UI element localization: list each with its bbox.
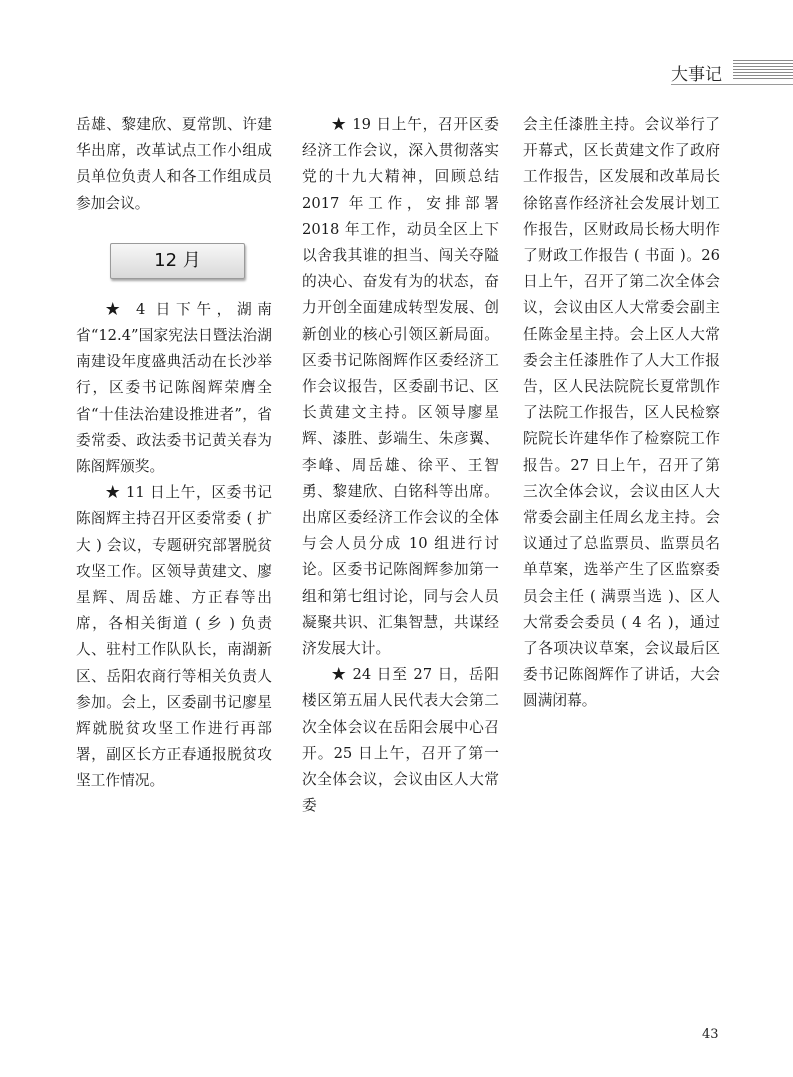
- header-divider: [671, 84, 793, 85]
- text-column-1: [76, 112, 272, 795]
- month-heading-box: [110, 243, 245, 279]
- event-paragraph-dec-24: ★ 24 日至 27 日，岳阳楼区第五届人民代表大会第二次全体会议在岳阳会展中心召开。25 日上午，召开了第一次全体会议，会议由区人大常委: [302, 666, 499, 815]
- event-paragraph-dec-11: ★ 11 日上午，区委书记陈阁辉主持召开区委常委 ( 扩大 ) 会议，专题研究部署脱贫攻坚工作。区领导黄建文、廖星辉、周岳雄、方正春等出席，各相关街道 ( 乡 ) 负责人、驻村工作队队长，南湖新区、岳阳农商行等相关负责人参加。会上，区委副书记廖星辉就脱贫攻坚工作进行再部署，副区长方正春通报脱贫攻坚工作情况。: [76, 484, 272, 790]
- text-column-3: [523, 112, 720, 715]
- event-paragraph-dec-19: ★ 19 日上午，召开区委经济工作会议，深入贯彻落实党的十九大精神，回顾总结 2017 年工作，安排部署 2018 年工作，动员全区上下以舍我其谁的担当、闯关夺隘的决心、奋发有为的状态，奋力开创全面建成转型发展、创新创业的核心引领区新局面。区委书记陈阁辉作区委经济工作会议报告，区委副书记、区长黄建文主持。区领导廖星辉、漆胜、彭端生、朱彦翼、李峰、周岳雄、徐平、王智勇、黎建欣、白铭科等出席。出席区委经济工作会议的全体与会人员分成 10 组进行讨论。区委书记陈阁辉参加第一组和第七组讨论，同与会人员凝聚共识、汇集智慧，共谋经济发展大计。: [302, 116, 499, 658]
- page-number: 43: [702, 1027, 719, 1042]
- header-stripe-decoration: [733, 60, 793, 80]
- text-column-2: [302, 112, 499, 819]
- month-heading-label: 12 月: [154, 249, 201, 271]
- event-paragraph-dec-4: ★ 4 日下午，湖南省“12.4”国家宪法日暨法治湖南建设年度盛典活动在长沙举行，区委书记陈阁辉荣膺全省“十佳法治建设推进者”，省委常委、政法委书记黄关春为陈阁辉颁奖。: [76, 300, 272, 476]
- event-paragraph-dec-24-continued: 会主任漆胜主持。会议举行了开幕式，区长黄建文作了政府工作报告，区发展和改革局长徐铭喜作经济社会发展计划工作报告，区财政局长杨大明作了财政工作报告 ( 书面 )。26 日上午，召开了第二次全体会议，会议由区人大常委会副主任陈金星主持。会上区人大常委会主任漆胜作了人大工作报告，区人民法院院长夏常凯作了法院工作报告，区人民检察院院长许建华作了检察院工作报告。27 日上午，召开了第三次全体会议，会议由区人大常委会副主任周幺龙主持。会议通过了总监票员、监票员名单草案，选举产生了区监察委员会主任 ( 满票当选 )、区人大常委会委员 ( 4 名 )，通过了各项决议草案，会议最后区委书记陈阁辉作了讲话，大会圆满闭幕。: [523, 116, 720, 710]
- column1-intro-paragraph: 岳雄、黎建欣、夏常凯、许建华出席，改革试点工作小组成员单位负责人和各工作组成员参加会议。: [76, 116, 272, 212]
- section-title: 大事记: [671, 65, 722, 85]
